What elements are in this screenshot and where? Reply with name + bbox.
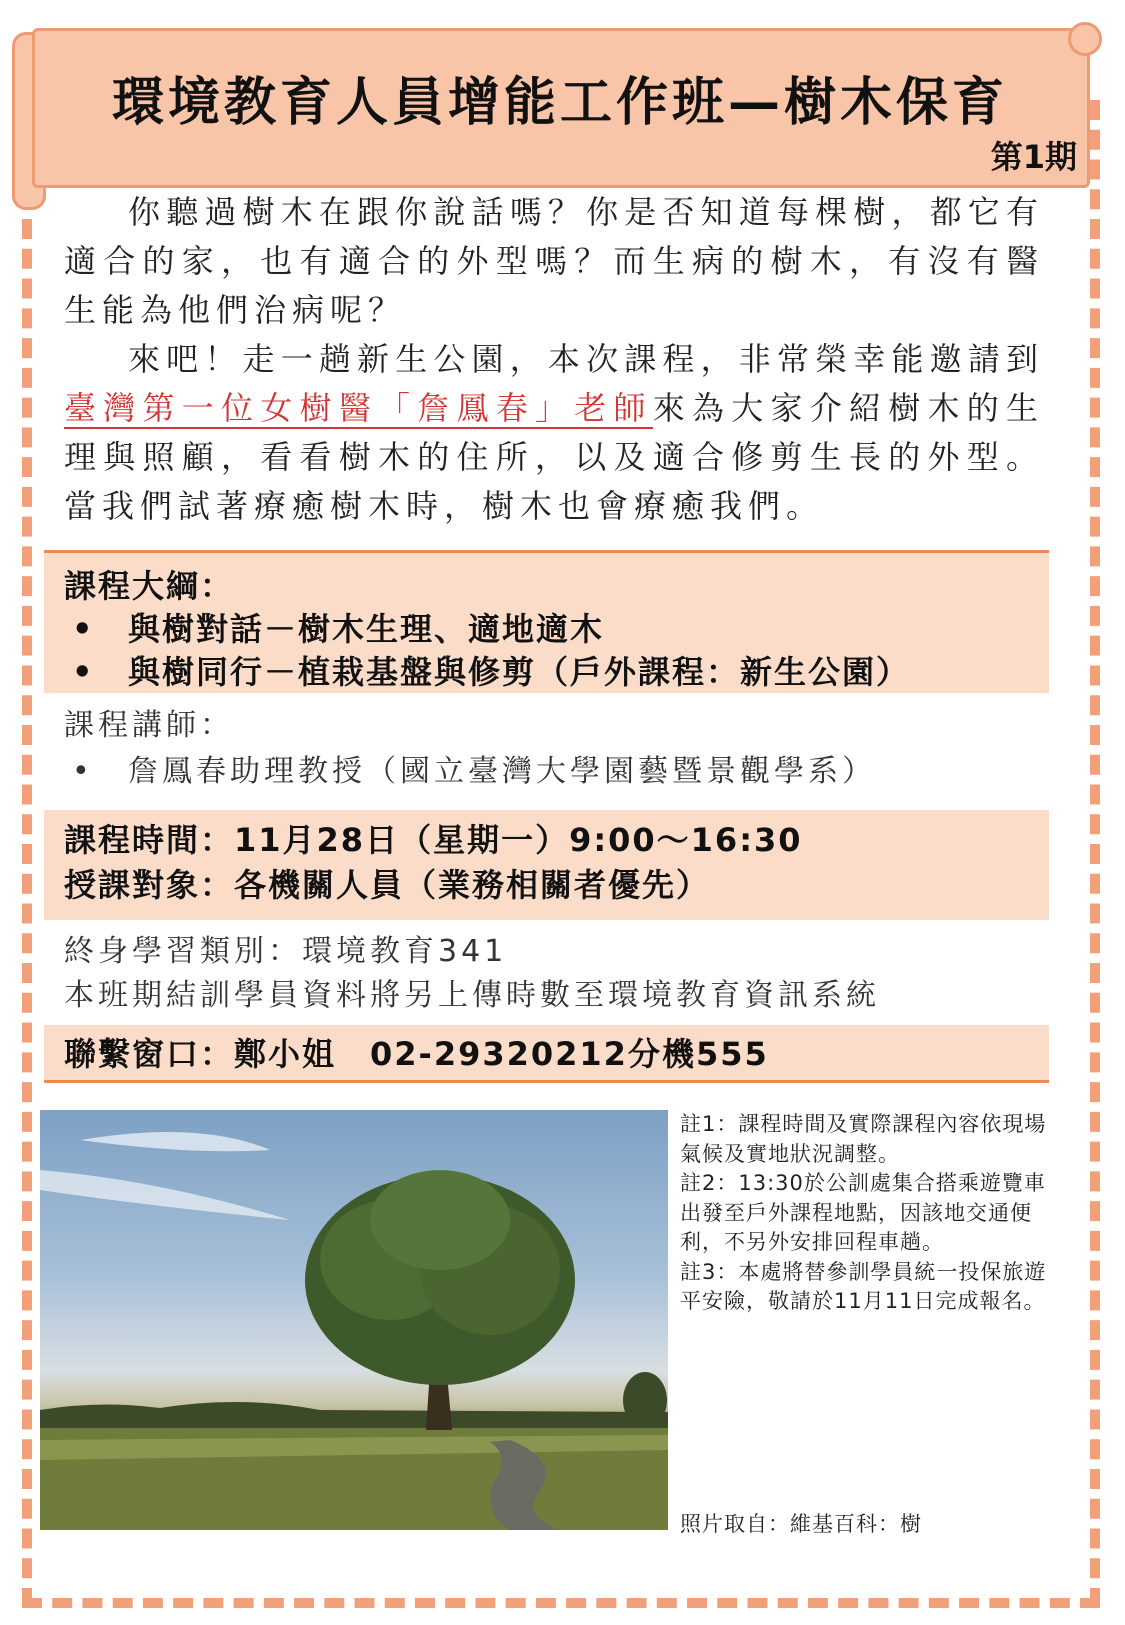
target-audience: 授課對象：各機關人員（業務相關者優先） (64, 866, 711, 904)
notes (680, 1110, 1060, 1317)
course-time: 課程時間：11月28日（星期一）9:00～16:30 (64, 821, 803, 859)
scroll-roll-right (1068, 22, 1102, 56)
course-outline-list (64, 608, 1029, 694)
course-outline-item: • 與樹對話－樹木生理、適地適木 (64, 608, 1029, 651)
tree-illustration (40, 1110, 668, 1530)
contact-info: 聯繫窗口：鄭小姐 02-29320212分機555 (64, 1035, 769, 1073)
upload-notice: 本班期結訓學員資料將另上傳時數至環境教育資訊系統 (64, 978, 880, 1013)
instructor-section (64, 704, 876, 794)
instructor-highlight: 臺灣第一位女樹醫「詹鳳春」老師 (64, 389, 653, 427)
learning-category: 終身學習類別：環境教育341 (64, 934, 508, 969)
course-outline-section (44, 550, 1049, 693)
intro-text (64, 188, 1044, 531)
photo-credit: 照片取自：維基百科：樹 (680, 1512, 922, 1536)
contact-section (44, 1025, 1049, 1083)
intro-p2-before: 來吧！走一趟新生公園，本次課程，非常榮幸能邀請到 (128, 340, 1044, 378)
issue-number: 第1期 (990, 138, 1077, 176)
intro-paragraph-2 (64, 335, 1044, 531)
info-section (64, 930, 880, 1018)
note-item: 註2：13:30於公訓處集合搭乘遊覽車出發至戶外課程地點，因該地交通便利，不另外安排回程車趟。 (680, 1171, 1046, 1254)
tree-photo (40, 1110, 668, 1530)
schedule-section (44, 810, 1049, 920)
course-outline-title: 課程大綱： (64, 567, 235, 605)
intro-paragraph-1: 你聽過樹木在跟你說話嗎？你是否知道每棵樹，都它有適合的家，也有適合的外型嗎？而生病的樹木，有沒有醫生能為他們治病呢？ (64, 193, 1044, 329)
intro-p2-after: 來為大家介紹樹木的生理與照顧，看看樹木的住所，以及適合修剪生長的外型。當我們試著療癒樹木時，樹木也會療癒我們。 (64, 389, 1044, 525)
instructor-title: 課程講師： (64, 708, 234, 743)
course-outline-item: • 與樹同行－植栽基盤與修剪（戶外課程：新生公園） (64, 651, 1029, 694)
instructor-list (64, 750, 876, 794)
note-item: 註1：課程時間及實際課程內容依現場氣候及實地狀況調整。 (680, 1112, 1047, 1166)
page-title: 環境教育人員增能工作班—樹木保育 (111, 73, 1008, 133)
note-item: 註3：本處將替參訓學員統一投保旅遊平安險，敬請於11月11日完成報名。 (680, 1259, 1047, 1313)
instructor-item: • 詹鳳春助理教授（國立臺灣大學園藝暨景觀學系） (64, 750, 876, 794)
